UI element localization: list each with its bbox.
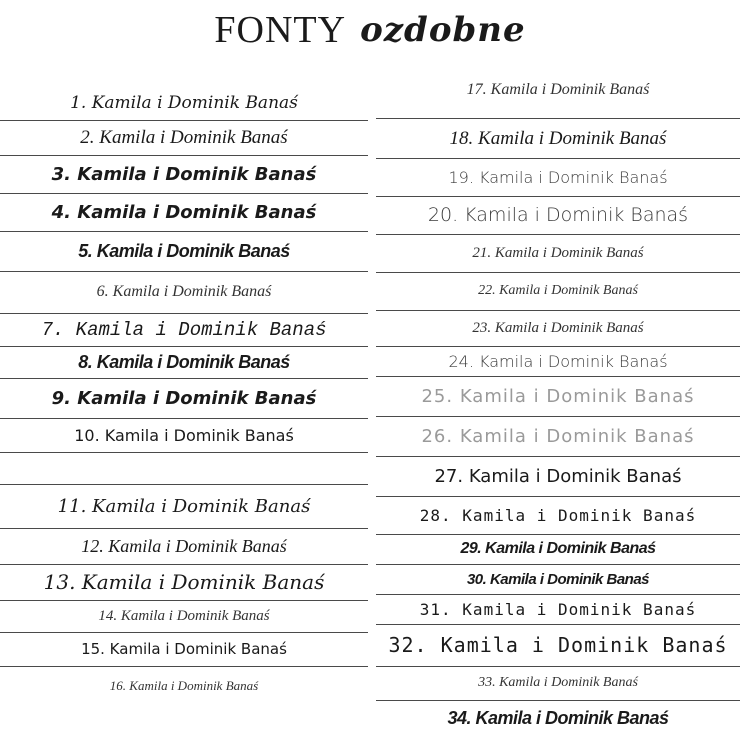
row-divider	[0, 346, 368, 347]
font-sample: 9. Kamila i Dominik Banaś	[51, 387, 317, 409]
row-divider	[376, 272, 740, 273]
row-divider	[376, 310, 740, 311]
row-divider	[0, 378, 368, 379]
row-divider	[376, 666, 740, 667]
font-sample: 7. Kamila i Dominik Banaś	[41, 318, 327, 341]
row-divider	[376, 376, 740, 377]
row-divider	[376, 196, 740, 197]
row-divider	[376, 700, 740, 701]
font-sample: 6. Kamila i Dominik Banaś	[96, 283, 272, 300]
row-divider	[0, 600, 368, 601]
font-sample: 4. Kamila i Dominik Banaś	[51, 201, 317, 223]
title-ozdobne: ozdobne	[360, 10, 526, 50]
font-sample: 25. Kamila i Dominik Banaś	[421, 385, 695, 407]
font-sample: 26. Kamila i Dominik Banaś	[421, 425, 695, 447]
row-divider	[0, 231, 368, 232]
font-sample: 21. Kamila i Dominik Banaś	[472, 244, 644, 261]
font-sample: 32. Kamila i Dominik Banaś	[388, 633, 728, 657]
row-divider	[0, 484, 368, 485]
row-divider	[0, 452, 368, 453]
row-divider	[376, 346, 740, 347]
row-divider	[0, 418, 368, 419]
font-sample: 14. Kamila i Dominik Banaś	[98, 607, 270, 624]
row-divider	[0, 271, 368, 272]
row-divider	[376, 416, 740, 417]
font-sample: 15. Kamila i Dominik Banaś	[81, 640, 287, 658]
font-sample: 27. Kamila i Dominik Banaś	[434, 465, 682, 487]
font-sample: 24. Kamila i Dominik Banaś	[448, 351, 668, 371]
row-divider	[0, 632, 368, 633]
row-divider	[376, 534, 740, 535]
row-divider	[0, 528, 368, 529]
row-divider	[0, 120, 368, 121]
row-divider	[376, 564, 740, 565]
row-divider	[376, 118, 740, 119]
row-divider	[376, 234, 740, 235]
font-sample: 8. Kamila i Dominik Banaś	[78, 351, 290, 372]
row-divider	[0, 666, 368, 667]
row-divider	[0, 564, 368, 565]
row-divider	[0, 155, 368, 156]
row-divider	[376, 594, 740, 595]
font-sample: 33. Kamila i Dominik Banaś	[478, 675, 638, 690]
font-sample: 12. Kamila i Dominik Banaś	[81, 535, 287, 556]
row-divider	[376, 456, 740, 457]
font-sample: 5. Kamila i Dominik Banaś	[78, 240, 290, 261]
row-divider	[376, 496, 740, 497]
font-sample: 34. Kamila i Dominik Banaś	[447, 707, 669, 728]
font-sample: 17. Kamila i Dominik Banaś	[466, 81, 650, 98]
title-fonty: FONTY	[214, 9, 347, 51]
font-sample: 29. Kamila i Dominik Banaś	[460, 540, 656, 557]
row-divider	[0, 313, 368, 314]
row-divider	[376, 158, 740, 159]
font-sample: 18. Kamila i Dominik Banaś	[449, 128, 667, 149]
font-sample: 28. Kamila i Dominik Banaś	[419, 505, 697, 525]
row-divider	[0, 193, 368, 194]
font-sample: 19. Kamila i Dominik Banaś	[448, 167, 668, 187]
font-sample: 11. Kamila i Dominik Banaś	[57, 495, 311, 517]
font-sample: 16. Kamila i Dominik Banaś	[109, 678, 259, 693]
font-sample: 3. Kamila i Dominik Banaś	[51, 163, 317, 185]
font-sample: 1. Kamila i Dominik Banaś	[70, 93, 298, 113]
font-sample: 31. Kamila i Dominik Banaś	[419, 599, 697, 619]
font-sample: 30. Kamila i Dominik Banaś	[466, 570, 650, 588]
font-sample: 22. Kamila i Dominik Banaś	[478, 283, 638, 298]
font-sample: 23. Kamila i Dominik Banaś	[472, 319, 644, 336]
font-sample: 13. Kamila i Dominik Banaś	[43, 570, 325, 594]
font-sample: 10. Kamila i Dominik Banaś	[74, 425, 294, 445]
row-divider	[376, 624, 740, 625]
font-sample: 20. Kamila i Dominik Banaś	[427, 204, 689, 226]
font-sample: 2. Kamila i Dominik Banaś	[80, 126, 288, 148]
page-title	[0, 8, 740, 60]
